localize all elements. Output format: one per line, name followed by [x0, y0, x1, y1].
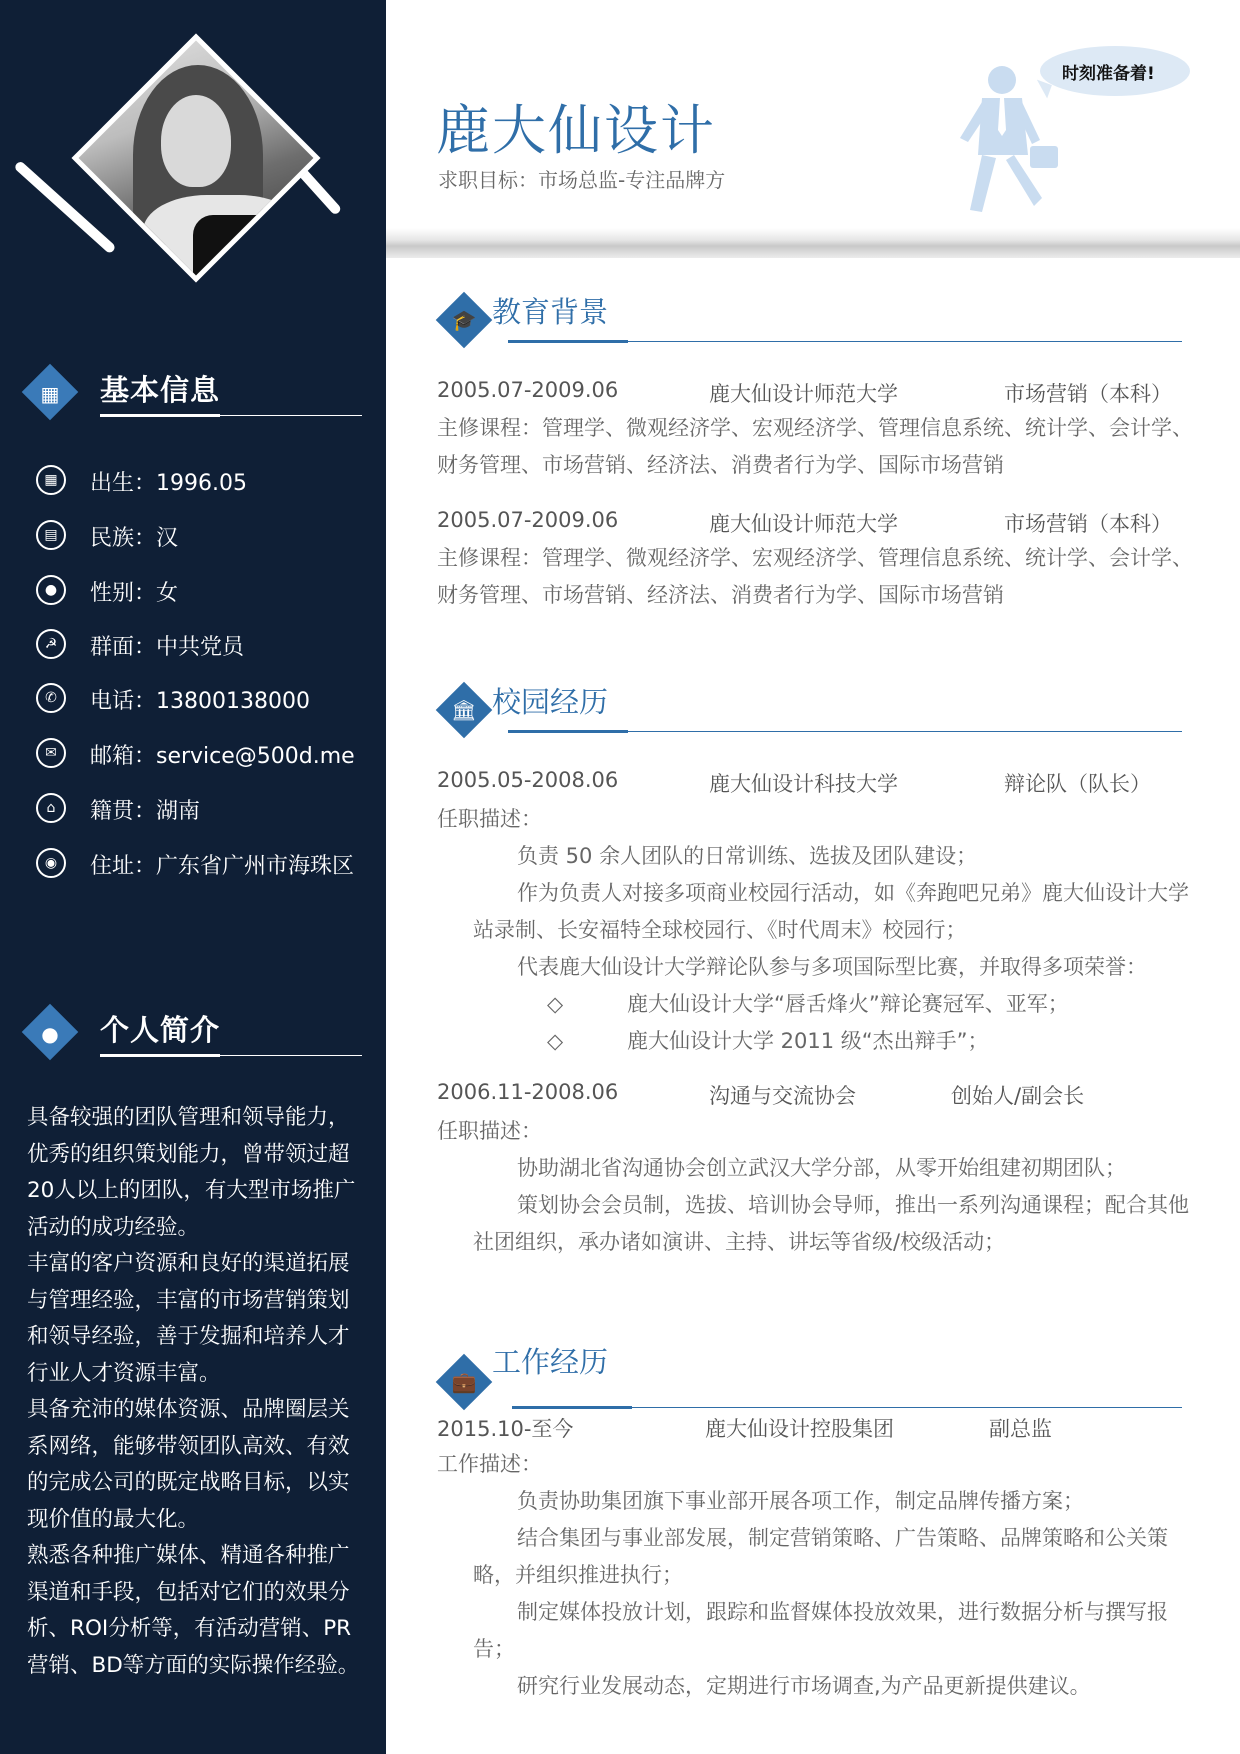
photo-area [0, 0, 386, 300]
info-ethnicity: ▤ 民族：汉 [36, 517, 376, 557]
edu-major: 市场营销（本科） [1004, 512, 1172, 536]
location-pin-icon: ◉ [36, 848, 66, 878]
candidate-name: 鹿大仙设计 [436, 99, 716, 162]
home-icon: ⌂ [36, 793, 66, 823]
mail-icon: ✉ [36, 738, 66, 768]
phone-icon: ✆ [36, 683, 66, 713]
info-address: ◉ 住址：广东省广州市海珠区 [36, 845, 376, 885]
desc-label: 任职描述： [437, 807, 542, 831]
campus-role: 辩论队（队长） [1004, 772, 1151, 796]
desc-item: 代表鹿大仙设计大学辩论队参与多项国际型比赛，并取得多项荣誉： [517, 955, 1147, 979]
intro-title: 个人简介 [100, 1013, 221, 1047]
desc-item: 负责 50 余人团队的日常训练、选拔及团队建设； [517, 844, 978, 868]
work-desc-1 [437, 1446, 1197, 1705]
intro-heading [22, 1008, 362, 1068]
desc-subitem: 鹿大仙设计大学“唇舌烽火”辩论赛冠军、亚军； [627, 992, 1069, 1016]
info-phone: ✆ 电话：13800138000 [36, 680, 376, 720]
party-emblem-icon: ☭ [36, 629, 66, 659]
work-date: 2015.10-至今 [437, 1417, 574, 1441]
edu-date: 2005.07-2009.06 [437, 378, 619, 402]
education-title: 教育背景 [492, 295, 609, 329]
institution-icon: 🏛 [451, 698, 477, 722]
id-badge-icon: ▦ [40, 382, 60, 406]
info-email: ✉ 邮箱：service@500d.me [36, 735, 376, 775]
campus-entry-1 [437, 768, 1197, 802]
info-political: ☭ 群面：中共党员 [36, 626, 376, 666]
desc-item: 作为负责人对接多项商业校园行活动，如《奔跑吧兄弟》鹿大仙设计大学站录制、长安福特全球校园行、《时代周末》校园行； [473, 881, 1189, 942]
work-org: 鹿大仙设计控股集团 [705, 1417, 894, 1441]
work-title: 工作经历 [492, 1345, 609, 1379]
desc-subitem: 鹿大仙设计大学 2011 级“杰出辩手”； [627, 1029, 989, 1053]
desc-item: 研究行业发展动态，定期进行市场调查,为产品更新提供建议。 [517, 1674, 1091, 1698]
campus-entry-2 [437, 1080, 1197, 1114]
work-heading [436, 1340, 1196, 1400]
bubble-text: 时刻准备着! [1062, 64, 1155, 84]
work-entry-1 [437, 1413, 1197, 1447]
intro-paragraph: 丰富的客户资源和良好的渠道拓展与管理经验，丰富的市场营销策划和领导经验，善于发掘和培养人才行业人才资源丰富。 [27, 1251, 350, 1386]
diamond-bullet-icon: ◇ [547, 992, 564, 1016]
info-hometown: ⌂ 籍贯：湖南 [36, 790, 376, 830]
campus-date: 2006.11-2008.06 [437, 1080, 619, 1104]
edu-school: 鹿大仙设计师范大学 [709, 512, 898, 536]
campus-heading [436, 680, 1196, 740]
diamond-bullet-icon: ◇ [547, 1029, 564, 1053]
campus-desc-2 [437, 1113, 1197, 1261]
education-heading [436, 290, 1196, 350]
info-birth: ▦ 出生：1996.05 [36, 462, 376, 502]
graduation-cap-icon: 🎓 [451, 308, 477, 332]
calendar-icon: ▦ [36, 465, 66, 495]
campus-date: 2005.05-2008.06 [437, 768, 619, 792]
intro-paragraph: 熟悉各种推广媒体、精通各种推广渠道和手段，包括对它们的效果分析、ROI分析等，有活动营销、PR营销、BD等方面的实际操作经验。 [27, 1543, 360, 1678]
speech-bubble [1040, 46, 1190, 96]
education-entry-1 [437, 378, 1197, 412]
header-divider [386, 228, 1240, 258]
campus-org: 沟通与交流协会 [709, 1084, 856, 1108]
basic-info-title: 基本信息 [100, 373, 221, 407]
edu-school: 鹿大仙设计师范大学 [709, 382, 898, 406]
desc-item: 制定媒体投放计划，跟踪和监督媒体投放效果，进行数据分析与撰写报告； [473, 1600, 1168, 1661]
campus-org: 鹿大仙设计科技大学 [709, 772, 898, 796]
basic-info-heading [22, 368, 362, 428]
intro-text [27, 1100, 367, 1684]
edu-major: 市场营销（本科） [1004, 382, 1172, 406]
intro-paragraph: 具备较强的团队管理和领导能力，优秀的组织策划能力，曾带领过超20人以上的团队，有大型市场推广活动的成功经验。 [27, 1105, 356, 1240]
edu-courses-1: 主修课程：管理学、微观经济学、宏观经济学、管理信息系统、统计学、会计学、财务管理、市场营销、经济法、消费者行为学、国际市场营销 [437, 416, 1193, 477]
sidebar [0, 0, 386, 1754]
id-card-icon: ▤ [36, 520, 66, 550]
desc-label: 工作描述： [437, 1452, 542, 1476]
person-icon: ● [36, 575, 66, 605]
campus-role: 创始人/副会长 [951, 1084, 1085, 1108]
desc-item: 负责协助集团旗下事业部开展各项工作，制定品牌传播方案； [517, 1489, 1084, 1513]
work-role: 副总监 [989, 1417, 1052, 1441]
edu-courses-2: 主修课程：管理学、微观经济学、宏观经济学、管理信息系统、统计学、会计学、财务管理、市场营销、经济法、消费者行为学、国际市场营销 [437, 546, 1193, 607]
info-gender: ● 性别：女 [36, 572, 376, 612]
job-objective: 求职目标：市场总监-专注品牌方 [438, 168, 726, 192]
campus-title: 校园经历 [492, 685, 609, 719]
intro-paragraph: 具备充沛的媒体资源、品牌圈层关系网络，能够带领团队高效、有效的完成公司的既定战略目标，以实现价值的最大化。 [27, 1397, 350, 1532]
user-icon: ● [41, 1022, 59, 1046]
desc-item: 策划协会会员制，选拔、培训协会导师，推出一系列沟通课程；配合其他社团组织，承办诸如演讲、主持、讲坛等省级/校级活动； [473, 1193, 1189, 1254]
desc-label: 任职描述： [437, 1119, 542, 1143]
desc-item: 协助湖北省沟通协会创立武汉大学分部，从零开始组建初期团队； [517, 1156, 1126, 1180]
desc-item: 结合集团与事业部发展，制定营销策略、广告策略、品牌策略和公关策略，并组织推进执行； [473, 1526, 1168, 1587]
education-entry-2 [437, 508, 1197, 542]
campus-desc-1 [437, 801, 1197, 1060]
edu-date: 2005.07-2009.06 [437, 508, 619, 532]
briefcase-icon: 💼 [451, 1370, 477, 1394]
